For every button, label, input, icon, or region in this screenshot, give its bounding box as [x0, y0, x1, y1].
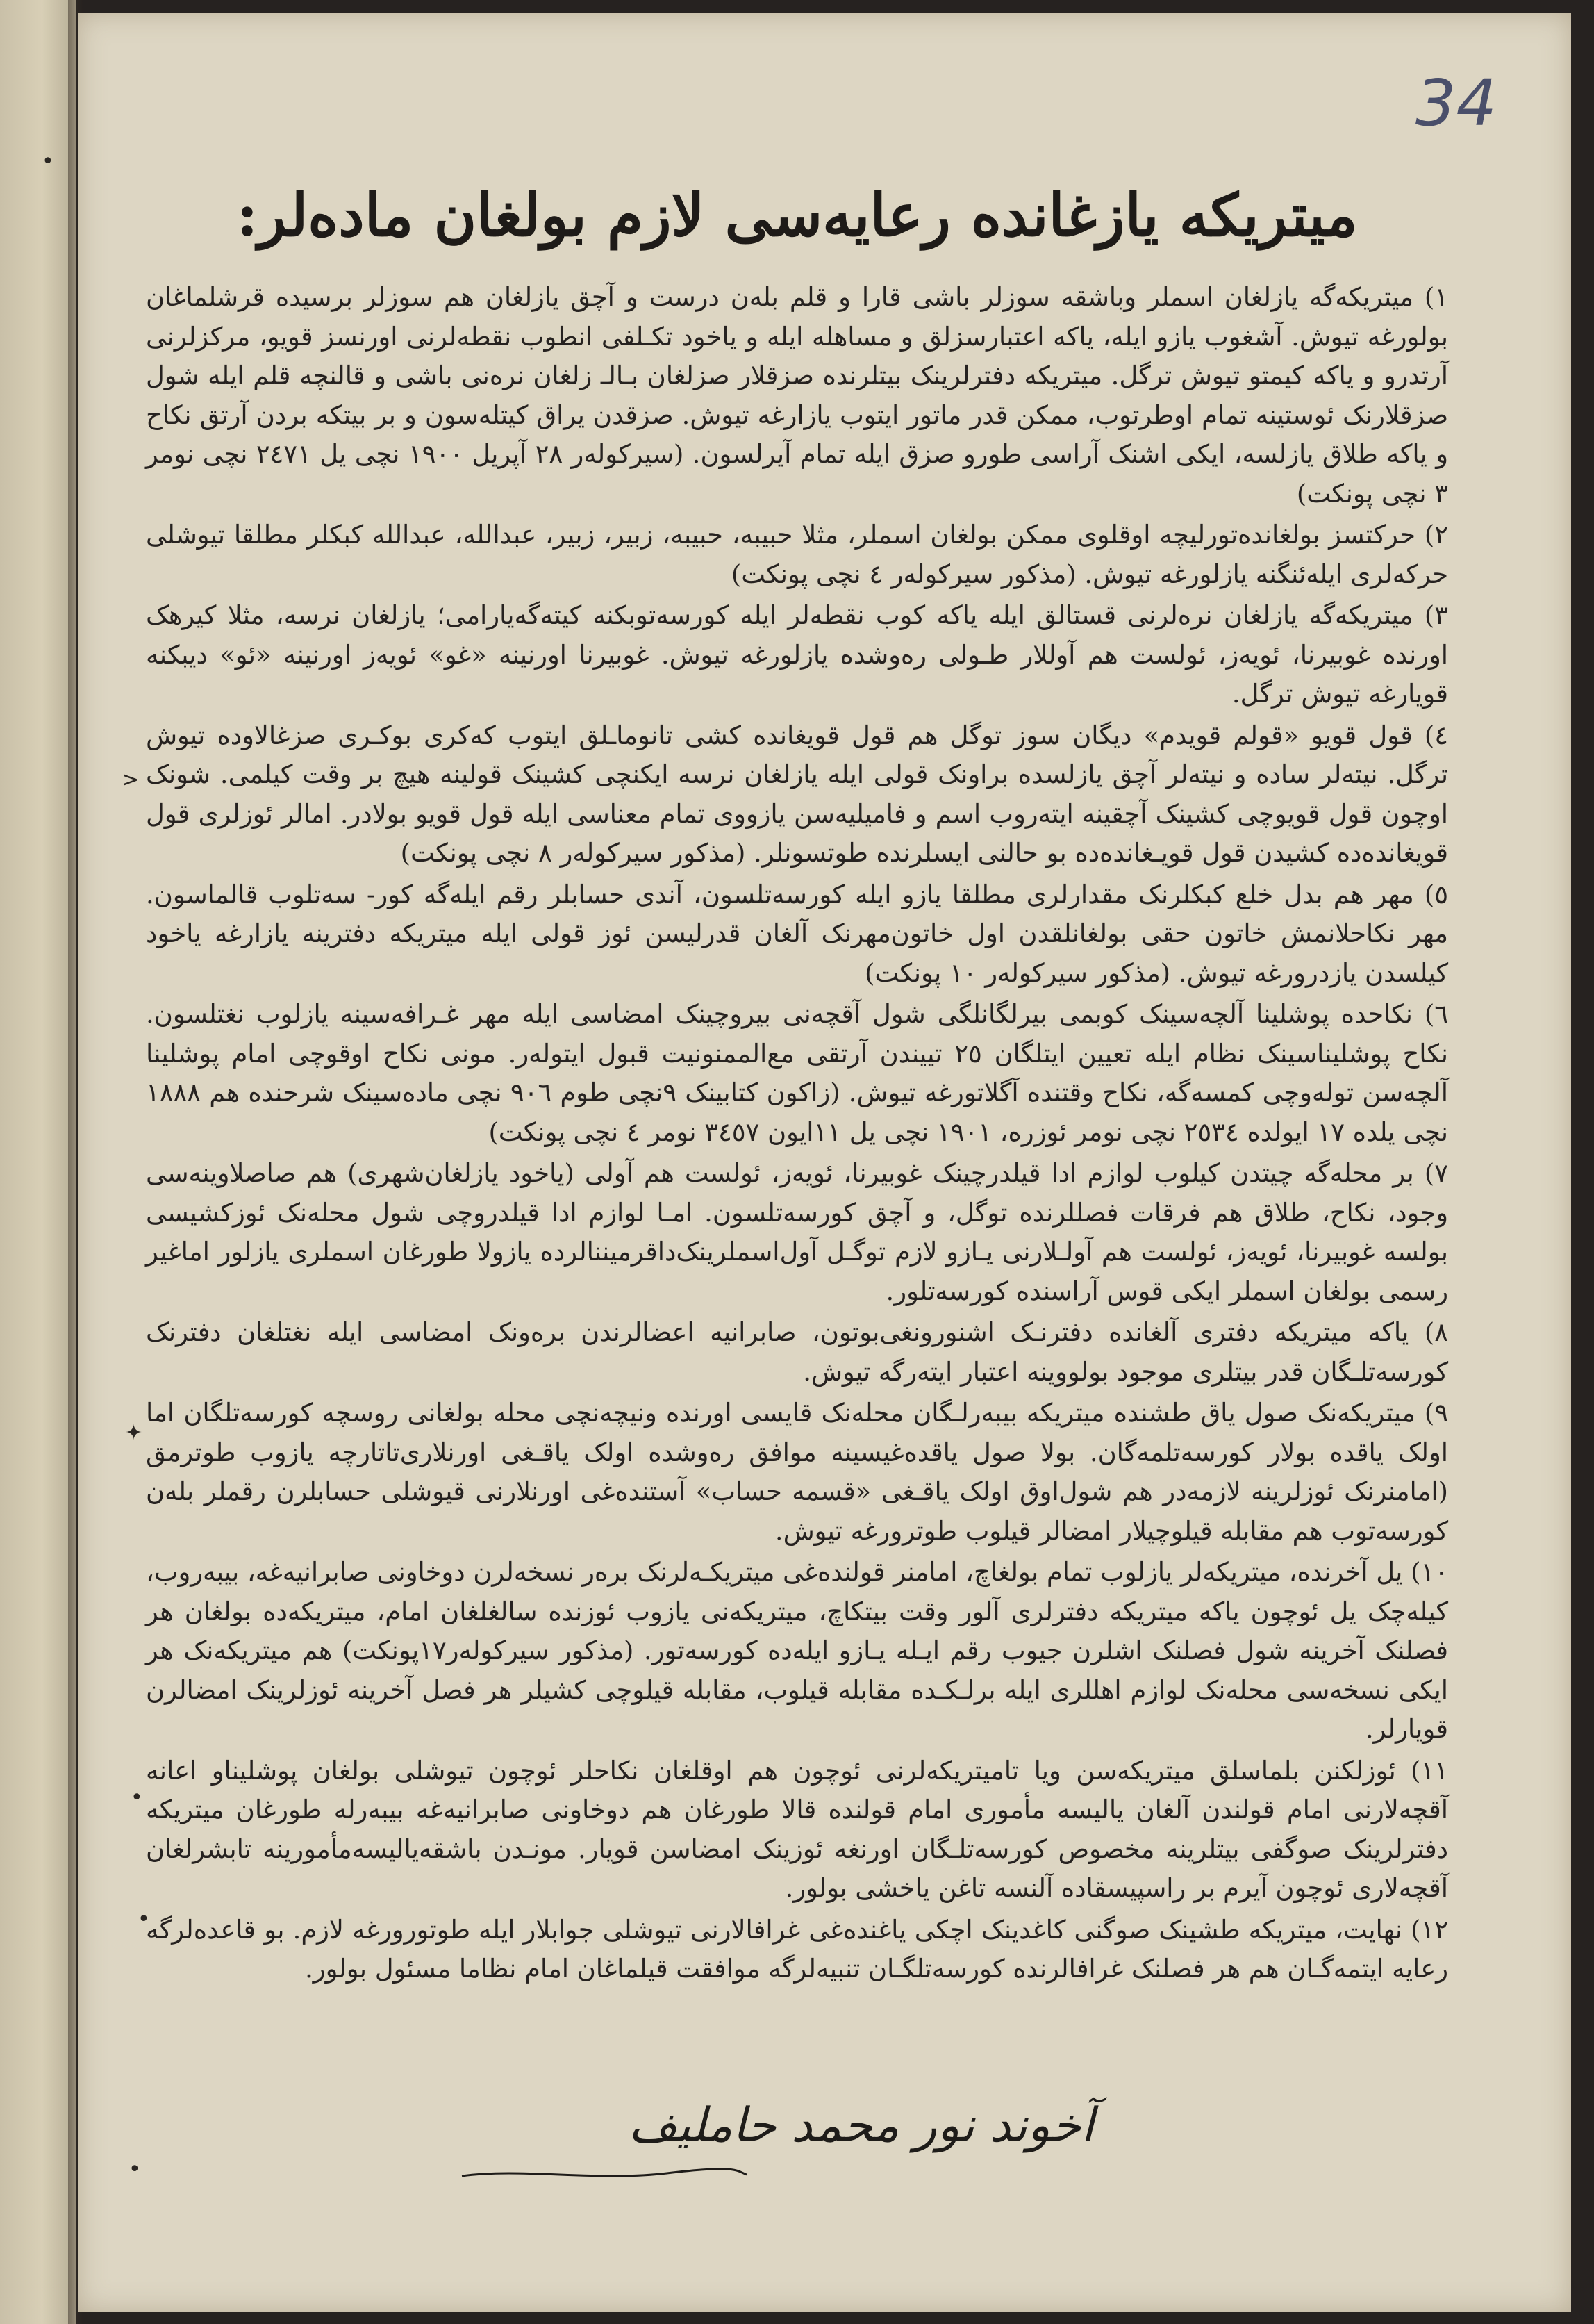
- paragraph-8: ٨) یاکه میتریکه دفتری آلغانده دفترنـک اشنورونغی‌بوتون، صابرانیه اعضالرندن بره‌ونک امضاسی ایله نغتلغان دفترنک کورسه‌تلـگان قدر بیتلری موجود بولووینه اعتبار ایته‌رگه تیوش.: [146, 1317, 1448, 1387]
- signature: آخوند نور محمد حاملیف: [628, 2098, 1095, 2153]
- paragraph-9: ٩) میتریکه‌نک صول یاق طشنده میتریکه بیبه‌رلـگان محله‌نک قایسی اورنده ونیچه‌نچی محله بولغانی روسچه کورسه‌تلگان اما اولک یاقده بولار کورسه‌تلمه‌گان. بولا صول یاقده‌غیسینه موافق ره‌وشده اولک یاقـغی اورنلاری‌تاتارچه یازوب طوترمق (امامنرنک ئوزلرینه لازمه‌در هم شول‌اوق اولک یاقـغی «قسمه حساب» آستنده‌غی اورنلارنی قیوشلی حسابلرن رقملر بله‌ن کورسه‌توب هم مقابله قیلوچیلار امضالر قیلوب طوترورغه تیوش.: [146, 1398, 1448, 1546]
- margin-mark: ✦: [125, 1421, 143, 1445]
- margin-mark: •: [128, 2157, 141, 2182]
- folio-number: 34: [1415, 66, 1497, 140]
- paragraph-1: ١) میتریکه‌گه یازلغان اسملر وباشقه سوزلر باشی قارا و قلم بله‌ن درست و آچق یازلغان هم سوزلر برسیده قرشلماغان بولورغه تیوش. آشغوب یازو ایله، یاکه اعتبارسزلق و مساهله ایله و یاخود تکـلفی انطوب نقطه‌لرنی اورنسز قویو، مرکزلرنی آرتدرو و یاکه کیمتو تیوش ترگل. میتریکه دفترلرینک بیتلرنده صزقلار صزلغان بـالـ زلغان نره‌نی باشی و قالنچه قلم ایله شول صزقلارنک ئوستینه تمام اوطرتوب، ممکن قدر ماتور ایتوب یازارغه تیوش. صزقدن یراق کیتله‌سون و بر بیتکه بردن آرتق نکاح و یاکه طلاق یازلسه، ایکی اشنک آراسی طورو صزق ایله تمام آیرلسون. (سیرکوله‌ر ٢٨ آپریل ١٩٠٠ نچی یل ٢٤٧١ نچی نومر ٣ نچی پونکت): [146, 282, 1448, 509]
- paragraph-4: ٤) قول قویو «قولم قویدم» دیگان سوز توگل هم قول قویغانده کشی تانوماـلق ایتوب که‌کری بوکـری صزغالاوده تیوش ترگل. نیته‌لر ساده و نیته‌لر آچق یازلسده براونک قولی ایله یازلغان نرسه ایکنچی کشینک قولینه هیچ بر وقت کیلمی. شونک اوچون قول قویوچی کشینک آچقینه ایته‌روب اسم و فامیلیه‌سن یازووی تمام معناسی ایله قول قویو بولادر. امالر ئوزلری قول قویغانده‌ده کشیدن قول قویـغانده‌ده بو حالنی ایسلرنده طوتسونلر. (مذکور سیرکوله‌ر ٨ نچی پونکت): [146, 720, 1448, 868]
- margin-mark: •: [138, 1907, 150, 1931]
- signature-flourish: [458, 2161, 750, 2189]
- paragraph-6: ٦) نکاحده پوشلینا آلچه‌سینک کوبمی بیرلگانلگی شول آقچه‌نی بیروچینک امضاسی ایله مهر غـرافه‌سینه یازلوب نغتلسون. نکاح پوشلیناسینک نظام ایله تعیین ایتلگان ٢٥ تییندن آرتقی مع‌الممنونیت قبول ایتوله‌ر. مونی نکاح اوقوچی امام پوشلینا آلچه‌سن توله‌وچی کمسه‌گه، نکاح وقتنده آ‌گلاتورغه تیوش. (زاکون کتابینک ٩نچی طوم ٩٠٦ نچی ماده‌سینک شرحنده هم ١٨٨٨ نچی یلده ١٧ ایولده ٢٥٣٤ نچی نومر ئوزره، ١٩٠١ نچی یل ١١ایون ٣٤٥٧ نومر ٤ نچی پونکت): [146, 999, 1448, 1147]
- margin-mark: •: [42, 149, 54, 174]
- paragraph-3: ٣) میتریکه‌گه یازلغان نره‌لرنی قستالق ایله یاکه کوب نقطه‌لر ایله کورسه‌توبکنه کیته‌گه‌یارامی؛ یازلغان نرسه، مثلا کیرهک اورنده غوبیرنا، ئویه‌ز، ئولست هم آوللار طـولی ره‌وشده یازلورغه تیوش. غوبیرنا اورنینه «غو» ئویه‌ز اورنینه «ئو» دیبکنه قویارغه تیوش ترگل.: [146, 600, 1448, 709]
- paragraph-7: ٧) بر محله‌گه چیتدن کیلوب لوازم ادا قیلدرچینک غوبیرنا، ئویه‌ز، ئولست هم آولی (یاخود یازلغان‌شهری) هم صاصلاوینه‌سی وجود، نکاح، طلاق هم فرقات فصللرنده توگل، و آچق کورسه‌تلسون. امـا لوازم ادا قیلدروچی شول محله‌نک ئوزکشیسی بولسه غوبیرنا، ئویه‌ز، ئولست هم آولـلارنی یـازو لازم توگـل آول‌اسملرینک‌داقرمیننالرده یازولا طورغان اسملری یازلور اماغیر رسمی بولغان اسملر ایکی قوس آراسنده کورسه‌تلور.: [146, 1158, 1448, 1306]
- margin-mark: >: [122, 768, 140, 792]
- margin-mark: •: [131, 1786, 143, 1810]
- previous-page-edge: [0, 0, 76, 2324]
- paragraph-2: ٢) حرکتسز بولغانده‌تورلیچه اوقلوی ممکن بولغان اسملر، مثلا حبیبه، حبیبه، زبیر، زبیر، عبدالله، عبدالله کبکلر مطلقا تیوشلی حرکه‌لری ایله‌ئنگنه یازلورغه تیوش. (مذکور سیرکوله‌ر ٤ نچی پونکت): [146, 520, 1448, 589]
- paragraph-12: ١٢) نهایت، میتریکه طشینک صوگنی کاغدینک اچکی یاغنده‌غی غرافالارنی تیوشلی جوابلار ایله طوتورورغه لازم. بو قاعده‌لرگه رعایه ایتمه‌گـان هم هر فصلنک غرافالرنده کورسه‌تلگـان تنبیه‌لرگه موافقت قیلماغان امام نظاما مسئول بولور.: [146, 1914, 1448, 1984]
- paragraph-5: ٥) مهر هم بدل خلع کبکلرنک مقدارلری مطلقا یازو ایله کورسه‌تلسون، آندی حسابلر رقم ایله‌گه کور- سه‌تلوب قالماسون. مهر نکاحلانمش خاتون حقی بولغانلقدن اول خاتون‌مهرنک آلغان قدرلیسن ئوز قولی ایله میتریکه دفترینه یازارغه یاخود کیلسدن یازدرورغه تیوش. (مذکور سیرکوله‌ر ١٠ پونکت): [146, 879, 1448, 988]
- paragraph-10: ١٠) یل آخرنده، میتریکه‌لر یازلوب تمام بولغاچ، امامنر قولنده‌غی میتریکـه‌لرنک بره‌ر نسخه‌لرن دوخاونی صابرانیه‌غه، بیبه‌روب، کیله‌چک یل ئوچون یاکه میتریکه دفترلری آلور وقت بیتکاچ، میتریکه‌نی یازوب ئوزنده سالغلغان امام، میتریکه‌ده بولغان هر فصلنک آخرینه شول فصلنک اشلرن جیوب رقم ایـله یـازو ایله‌ده کورسه‌تور. (مذکور سیرکوله‌ر١٧پونکت) هم میتریکه‌نک هر ایکی نسخه‌سی محله‌نک لوازم اهللری ایله برلـکـده مقابله قیلوب، مقابله قیلوچی کشیلر هر فصل آخرینه ئوزلرینک امضالرن قویارلر.: [146, 1557, 1448, 1744]
- document-body: [146, 278, 1448, 1991]
- paragraph-11: ١١) ئوزلکنن بلماسلق میتریکه‌سن ویا تامیتریکه‌لرنی ئوچون هم اوقلغان نکاحلر ئوچون تیوشلی بولغان پوشلیناو اعانه آقچه‌لارنی امام قولندن آلغان یالیسه مأموری امام قولنده قالا طورغان هم دوخاونی صابرانیه‌غه بیبه‌رله طورغان میتریکه دفترلرینک صوگفی بیتلرینه مخصوص کورسه‌تلـگان اورنغه ئوزینک امضاسن قویار. مونـدن باشقه‌یالیسه‌مأمورینه تابشرلغان آقچه‌لاری ئوچون آیرم بر راسپیسقاده آلنسه تاغن یاخشی بولور.: [146, 1755, 1448, 1903]
- page-title: میتریکه یازغانده رعایه‌سی لازم بولغان ماده‌لر:: [236, 181, 1358, 249]
